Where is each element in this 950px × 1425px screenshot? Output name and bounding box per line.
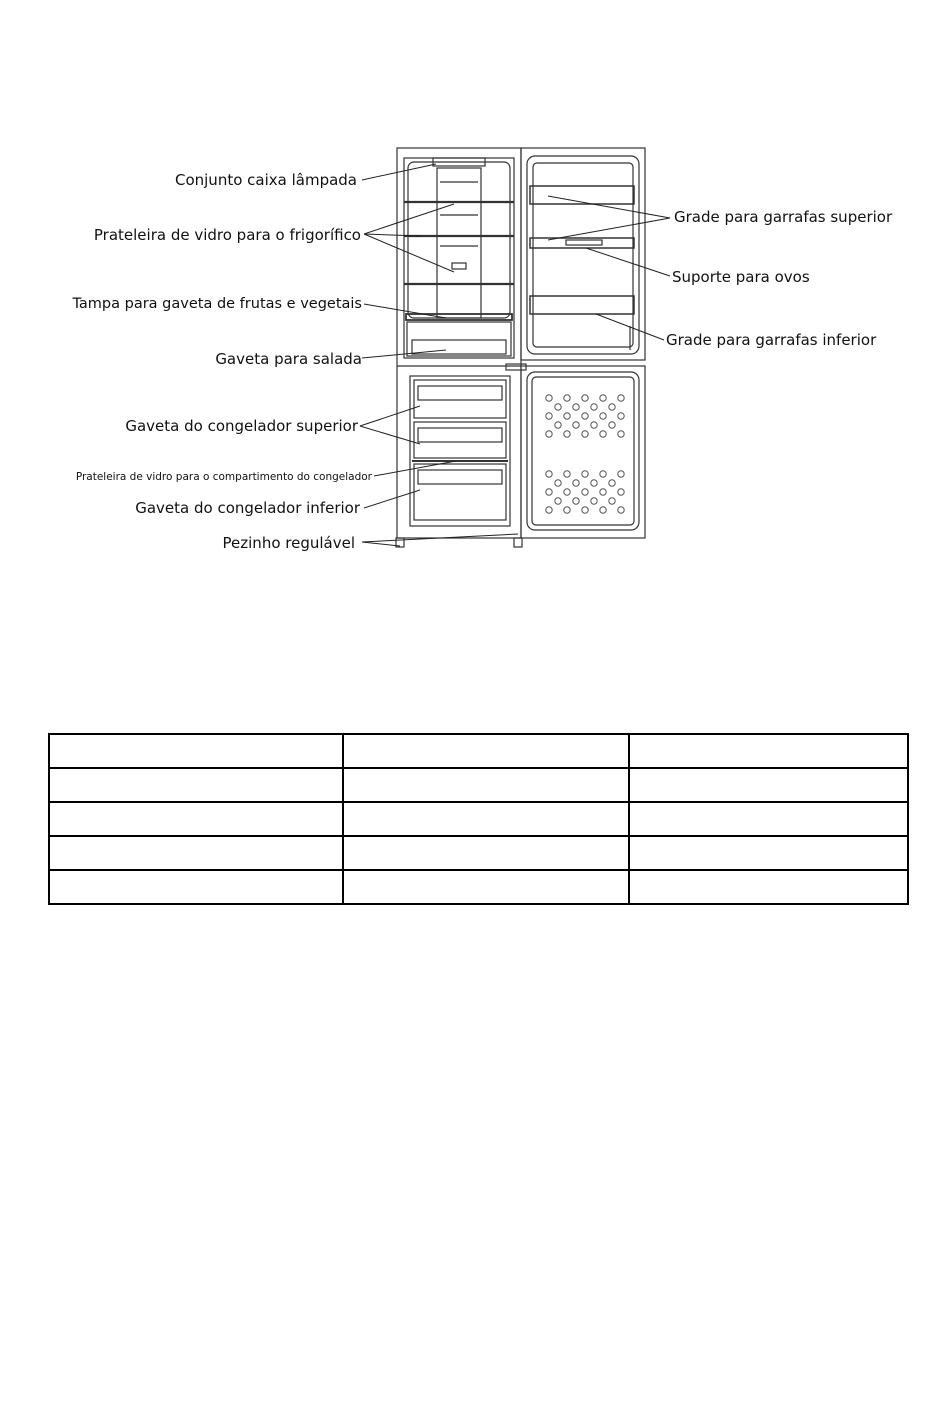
door-dot (564, 471, 570, 477)
door-dot (555, 498, 561, 504)
door-dot (609, 422, 615, 428)
table-row (49, 836, 908, 870)
door-dot (591, 498, 597, 504)
door-dot (618, 507, 624, 513)
label-fridge-glass-shelf: Prateleira de vidro para o frigorífico (93, 226, 361, 244)
table-cell (49, 836, 343, 870)
door-dot (591, 422, 597, 428)
door-dot (564, 507, 570, 513)
table-cell (343, 734, 629, 768)
door-dot (600, 471, 606, 477)
table-cell (343, 802, 629, 836)
table-cell (629, 836, 908, 870)
door-dot (609, 404, 615, 410)
label-crisper-cover: Tampa para gaveta de frutas e vegetais (72, 296, 362, 312)
bottle-rack-lower-shape (530, 296, 634, 314)
table-row (49, 802, 908, 836)
fridge-drawing (396, 148, 645, 547)
door-dot (582, 507, 588, 513)
table-cell (629, 870, 908, 904)
freezer-compartment (410, 376, 510, 526)
label-freezer-drawer-lower: Gaveta do congelador inferior (135, 499, 360, 517)
table-cell (49, 734, 343, 768)
table-cell (343, 870, 629, 904)
door-dot (582, 471, 588, 477)
door-dot (582, 413, 588, 419)
label-egg-holder: Suporte para ovos (672, 268, 810, 286)
door-dot (591, 480, 597, 486)
label-lamp-box: Conjunto caixa lâmpada (174, 171, 357, 189)
door-dot (555, 480, 561, 486)
label-salad-drawer: Gaveta para salada (215, 350, 362, 368)
upper-door (521, 148, 645, 360)
door-dot (555, 404, 561, 410)
door-dot (609, 480, 615, 486)
table-row (49, 734, 908, 768)
table-cell (49, 802, 343, 836)
table-cell (343, 836, 629, 870)
table-cell (49, 870, 343, 904)
door-dot (546, 489, 552, 495)
door-dot (573, 498, 579, 504)
door-dot (600, 431, 606, 437)
salad-drawer (407, 322, 511, 356)
door-dot (600, 489, 606, 495)
door-dot (546, 395, 552, 401)
door-dot (564, 489, 570, 495)
door-dot-pattern (546, 395, 624, 513)
table-row (49, 768, 908, 802)
spec-table (48, 733, 909, 905)
door-dot (582, 431, 588, 437)
table-cell (49, 768, 343, 802)
door-dot (564, 413, 570, 419)
door-dot (582, 395, 588, 401)
crisper-cover (406, 314, 512, 320)
door-dot (564, 395, 570, 401)
door-dot (555, 422, 561, 428)
label-adjustable-feet: Pezinho regulável (222, 534, 355, 552)
table-cell (629, 802, 908, 836)
label-freezer-drawer-upper: Gaveta do congelador superior (125, 417, 358, 435)
door-dot (546, 413, 552, 419)
bottle-rack-upper-shape (530, 186, 634, 204)
door-dot (546, 471, 552, 477)
table-cell (629, 734, 908, 768)
door-dot (618, 413, 624, 419)
refrigerator-diagram (0, 0, 950, 600)
door-dot (618, 395, 624, 401)
label-freezer-glass-shelf: Prateleira de vidro para o compartimento do congelador (75, 471, 372, 483)
table-row (49, 870, 908, 904)
door-dot (564, 431, 570, 437)
door-dot (618, 471, 624, 477)
door-dot (582, 489, 588, 495)
label-bottle-rack-lower: Grade para garrafas inferior (666, 331, 877, 349)
label-bottle-rack-upper: Grade para garrafas superior (674, 208, 893, 226)
door-dot (609, 498, 615, 504)
door-dot (591, 404, 597, 410)
table-cell (629, 768, 908, 802)
door-dot (600, 395, 606, 401)
door-dot (600, 413, 606, 419)
door-dot (573, 404, 579, 410)
door-dot (573, 480, 579, 486)
door-dot (618, 489, 624, 495)
freezer-drawer-lower-shape (414, 464, 506, 520)
door-dot (618, 431, 624, 437)
door-dot (600, 507, 606, 513)
door-dot (573, 422, 579, 428)
table-cell (343, 768, 629, 802)
door-dot (546, 431, 552, 437)
door-dot (546, 507, 552, 513)
foot-right (514, 538, 522, 547)
